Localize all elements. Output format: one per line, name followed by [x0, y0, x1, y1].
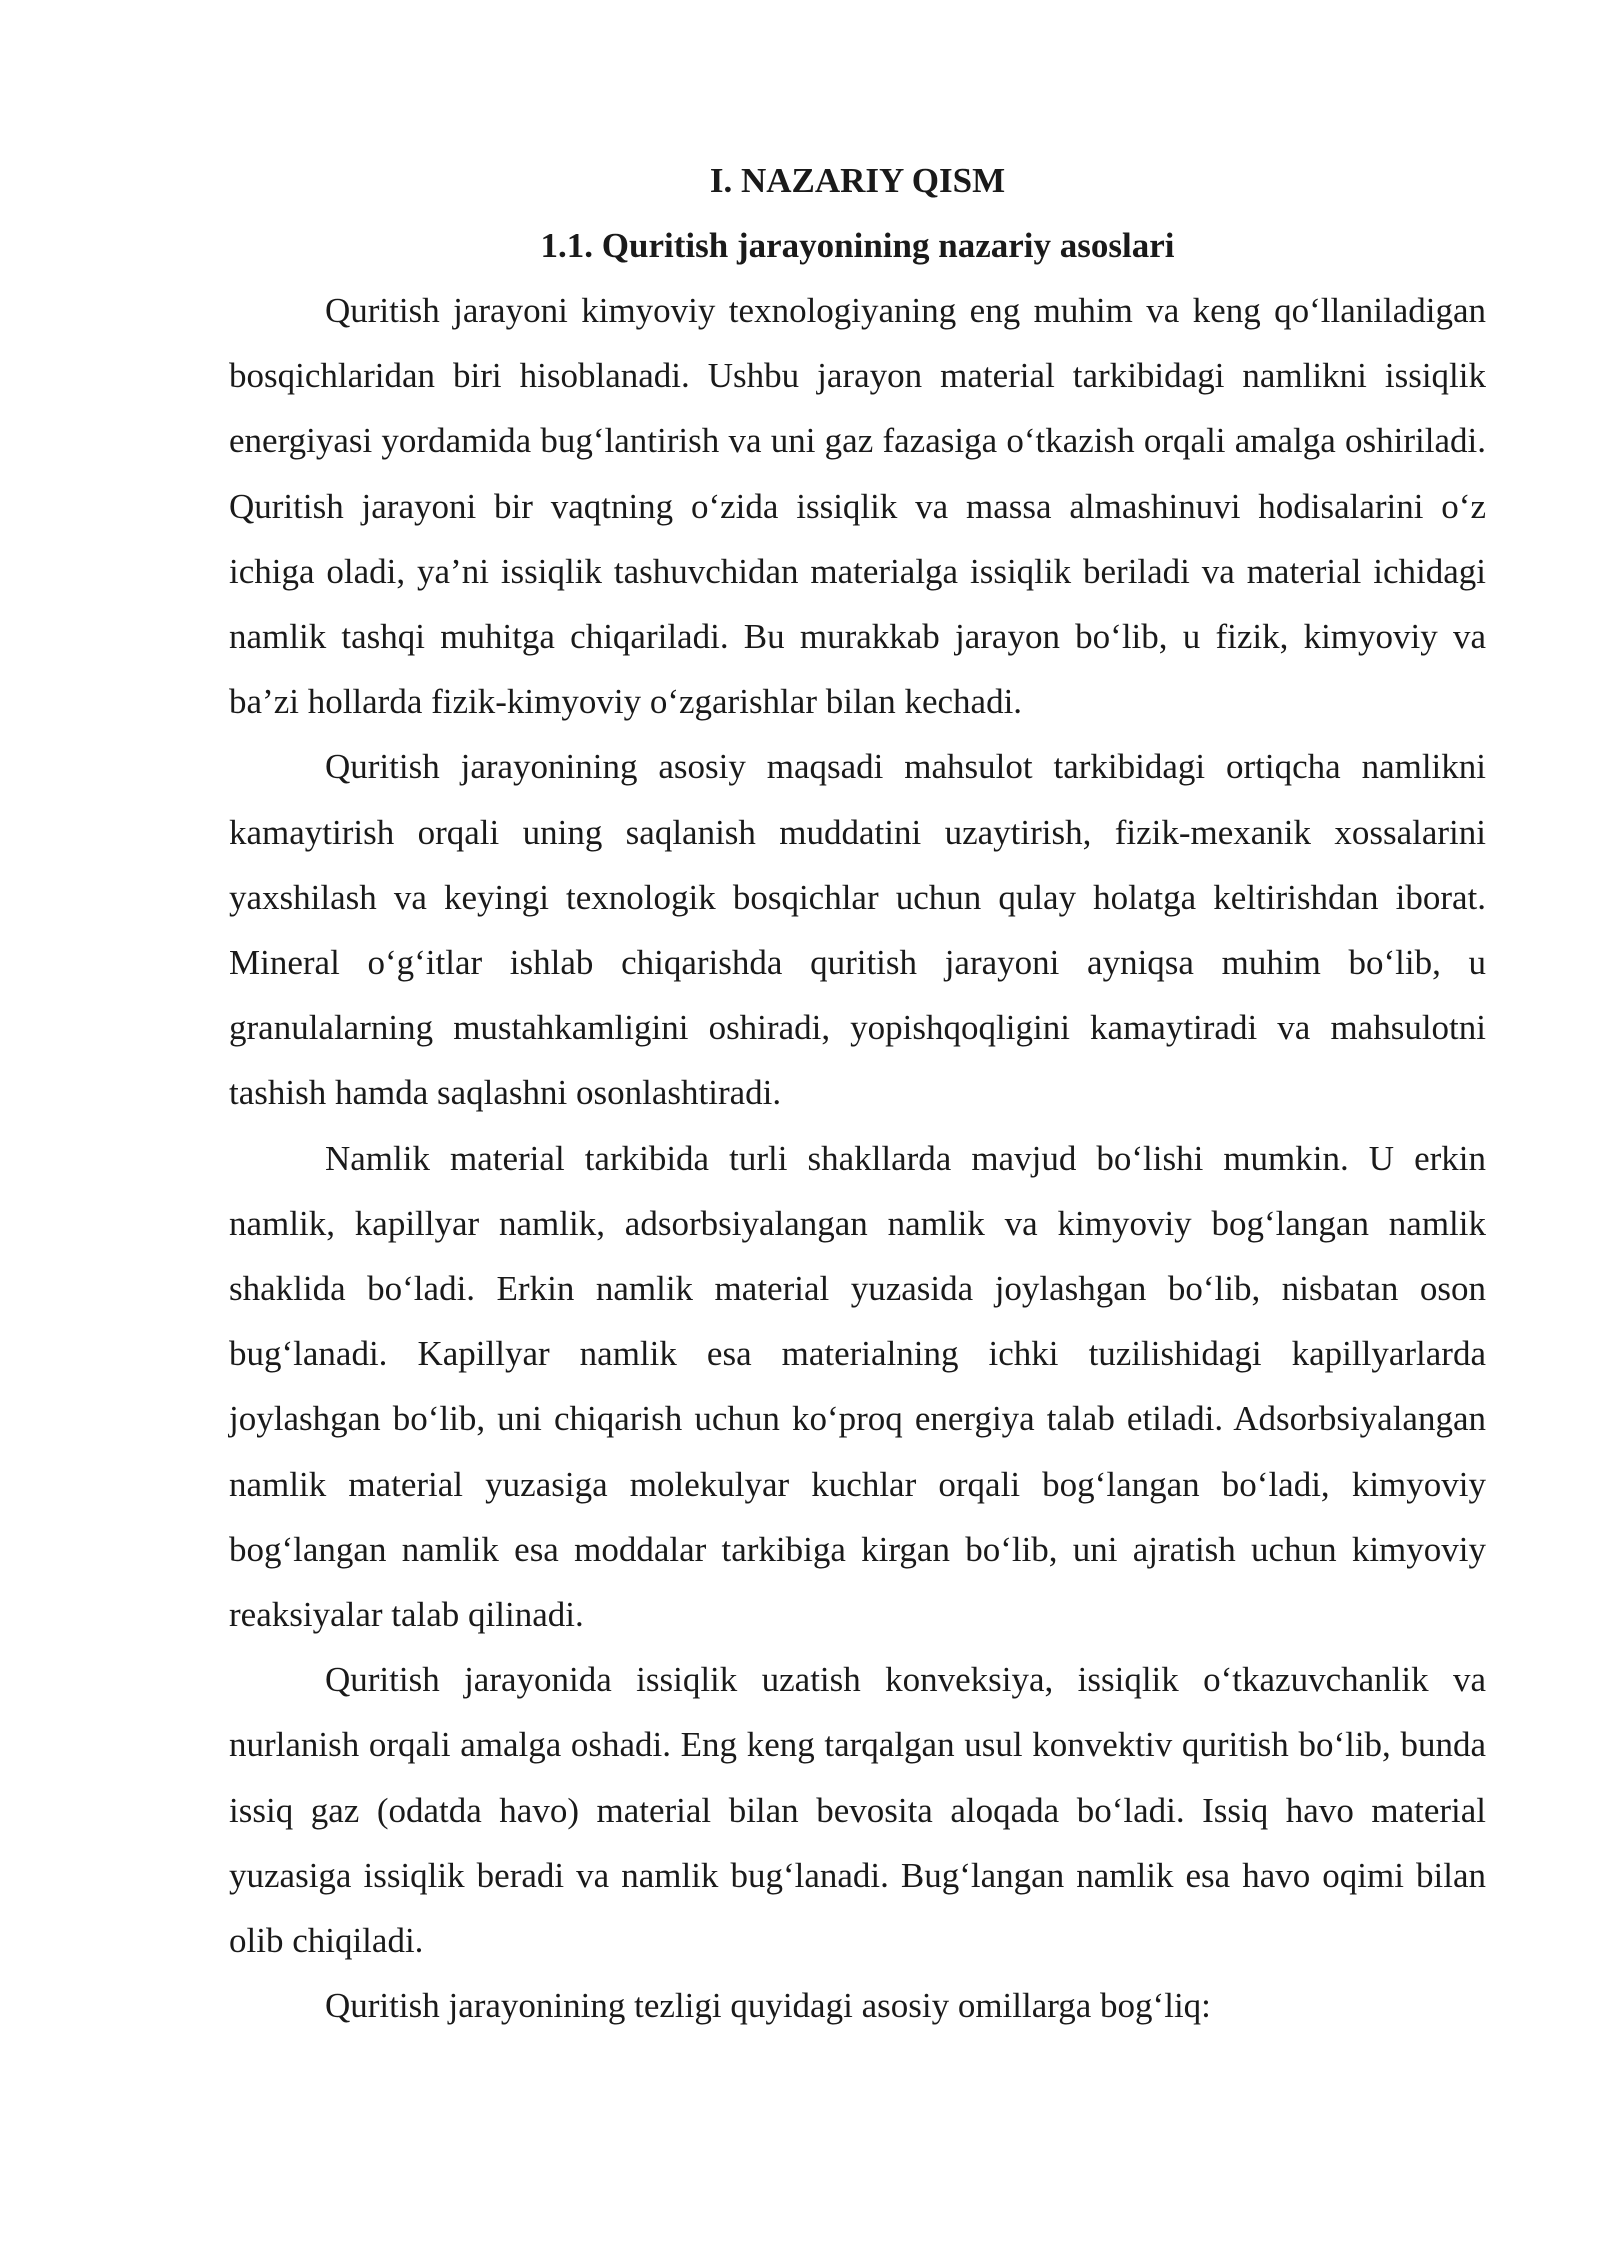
paragraph-2: Quritish jarayonining asosiy maqsadi mahsulot tarkibidagi ortiqcha namlikni kamaytirish orqali uning saqlanish muddatini uzaytirish, fizik-mexanik xossalarini yaxshilash va keyingi texnologik bosqichlar uchun qulay holatga keltirishdan iborat. Mineral o‘g‘itlar ishlab chiqarishda quritish jarayoni ayniqsa muhim bo‘lib, u granulalarning mustahkamligini oshiradi, yopishqoqligini kamaytiradi va mahsulotni tashish hamda saqlashni osonlashtiradi. [229, 747, 1486, 1113]
chapter-title: I. NAZARIY QISM [709, 161, 1006, 200]
section-title: 1.1. Quritish jarayonining nazariy asoslari [540, 226, 1175, 265]
paragraph-1: Quritish jarayoni kimyoviy texnologiyaning eng muhim va keng qo‘llaniladigan bosqichlaridan biri hisoblanadi. Ushbu jarayon material tarkibidagi namlikni issiqlik energiyasi yordamida bug‘lantirish va uni gaz fazasiga o‘tkazish orqali amalga oshiriladi. Quritish jarayoni bir vaqtning o‘zida issiqlik va massa almashinuvi hodisalarini o‘z ichiga oladi, ya’ni issiqlik tashuvchidan materialga issiqlik beriladi va material ichidagi namlik tashqi muhitga chiqariladi. Bu murakkab jarayon bo‘lib, u fizik, kimyoviy va ba’zi hollarda fizik-kimyoviy o‘zgarishlar bilan kechadi. [229, 291, 1486, 722]
paragraph-3: Namlik material tarkibida turli shakllarda mavjud bo‘lishi mumkin. U erkin namlik, kapillyar namlik, adsorbsiyalangan namlik va kimyoviy bog‘langan namlik shaklida bo‘ladi. Erkin namlik material yuzasida joylashgan bo‘lib, nisbatan oson bug‘lanadi. Kapillyar namlik esa materialning ichki tuzilishidagi kapillyarlarda joylashgan bo‘lib, uni chiqarish uchun ko‘proq energiya talab etiladi. Adsorbsiyalangan namlik material yuzasiga molekulyar kuchlar orqali bog‘langan bo‘ladi, kimyoviy bog‘langan namlik esa moddalar tarkibiga kirgan bo‘lib, uni ajratish uchun kimyoviy reaksiyalar talab qilinadi. [229, 1138, 1486, 1635]
paragraph-5: Quritish jarayonining tezligi quyidagi asosiy omillarga bog‘liq: [325, 1986, 1211, 2026]
paragraph-4: Quritish jarayonida issiqlik uzatish konveksiya, issiqlik o‘tkazuvchanlik va nurlanish orqali amalga oshadi. Eng keng tarqalgan usul konvektiv quritish bo‘lib, bunda issiq gaz (odatda havo) material bilan bevosita aloqada bo‘ladi. Issiq havo material yuzasiga issiqlik beradi va namlik bug‘lanadi. Bug‘langan namlik esa havo oqimi bilan olib chiqiladi. [229, 1660, 1486, 1961]
document-body [229, 148, 1486, 2038]
